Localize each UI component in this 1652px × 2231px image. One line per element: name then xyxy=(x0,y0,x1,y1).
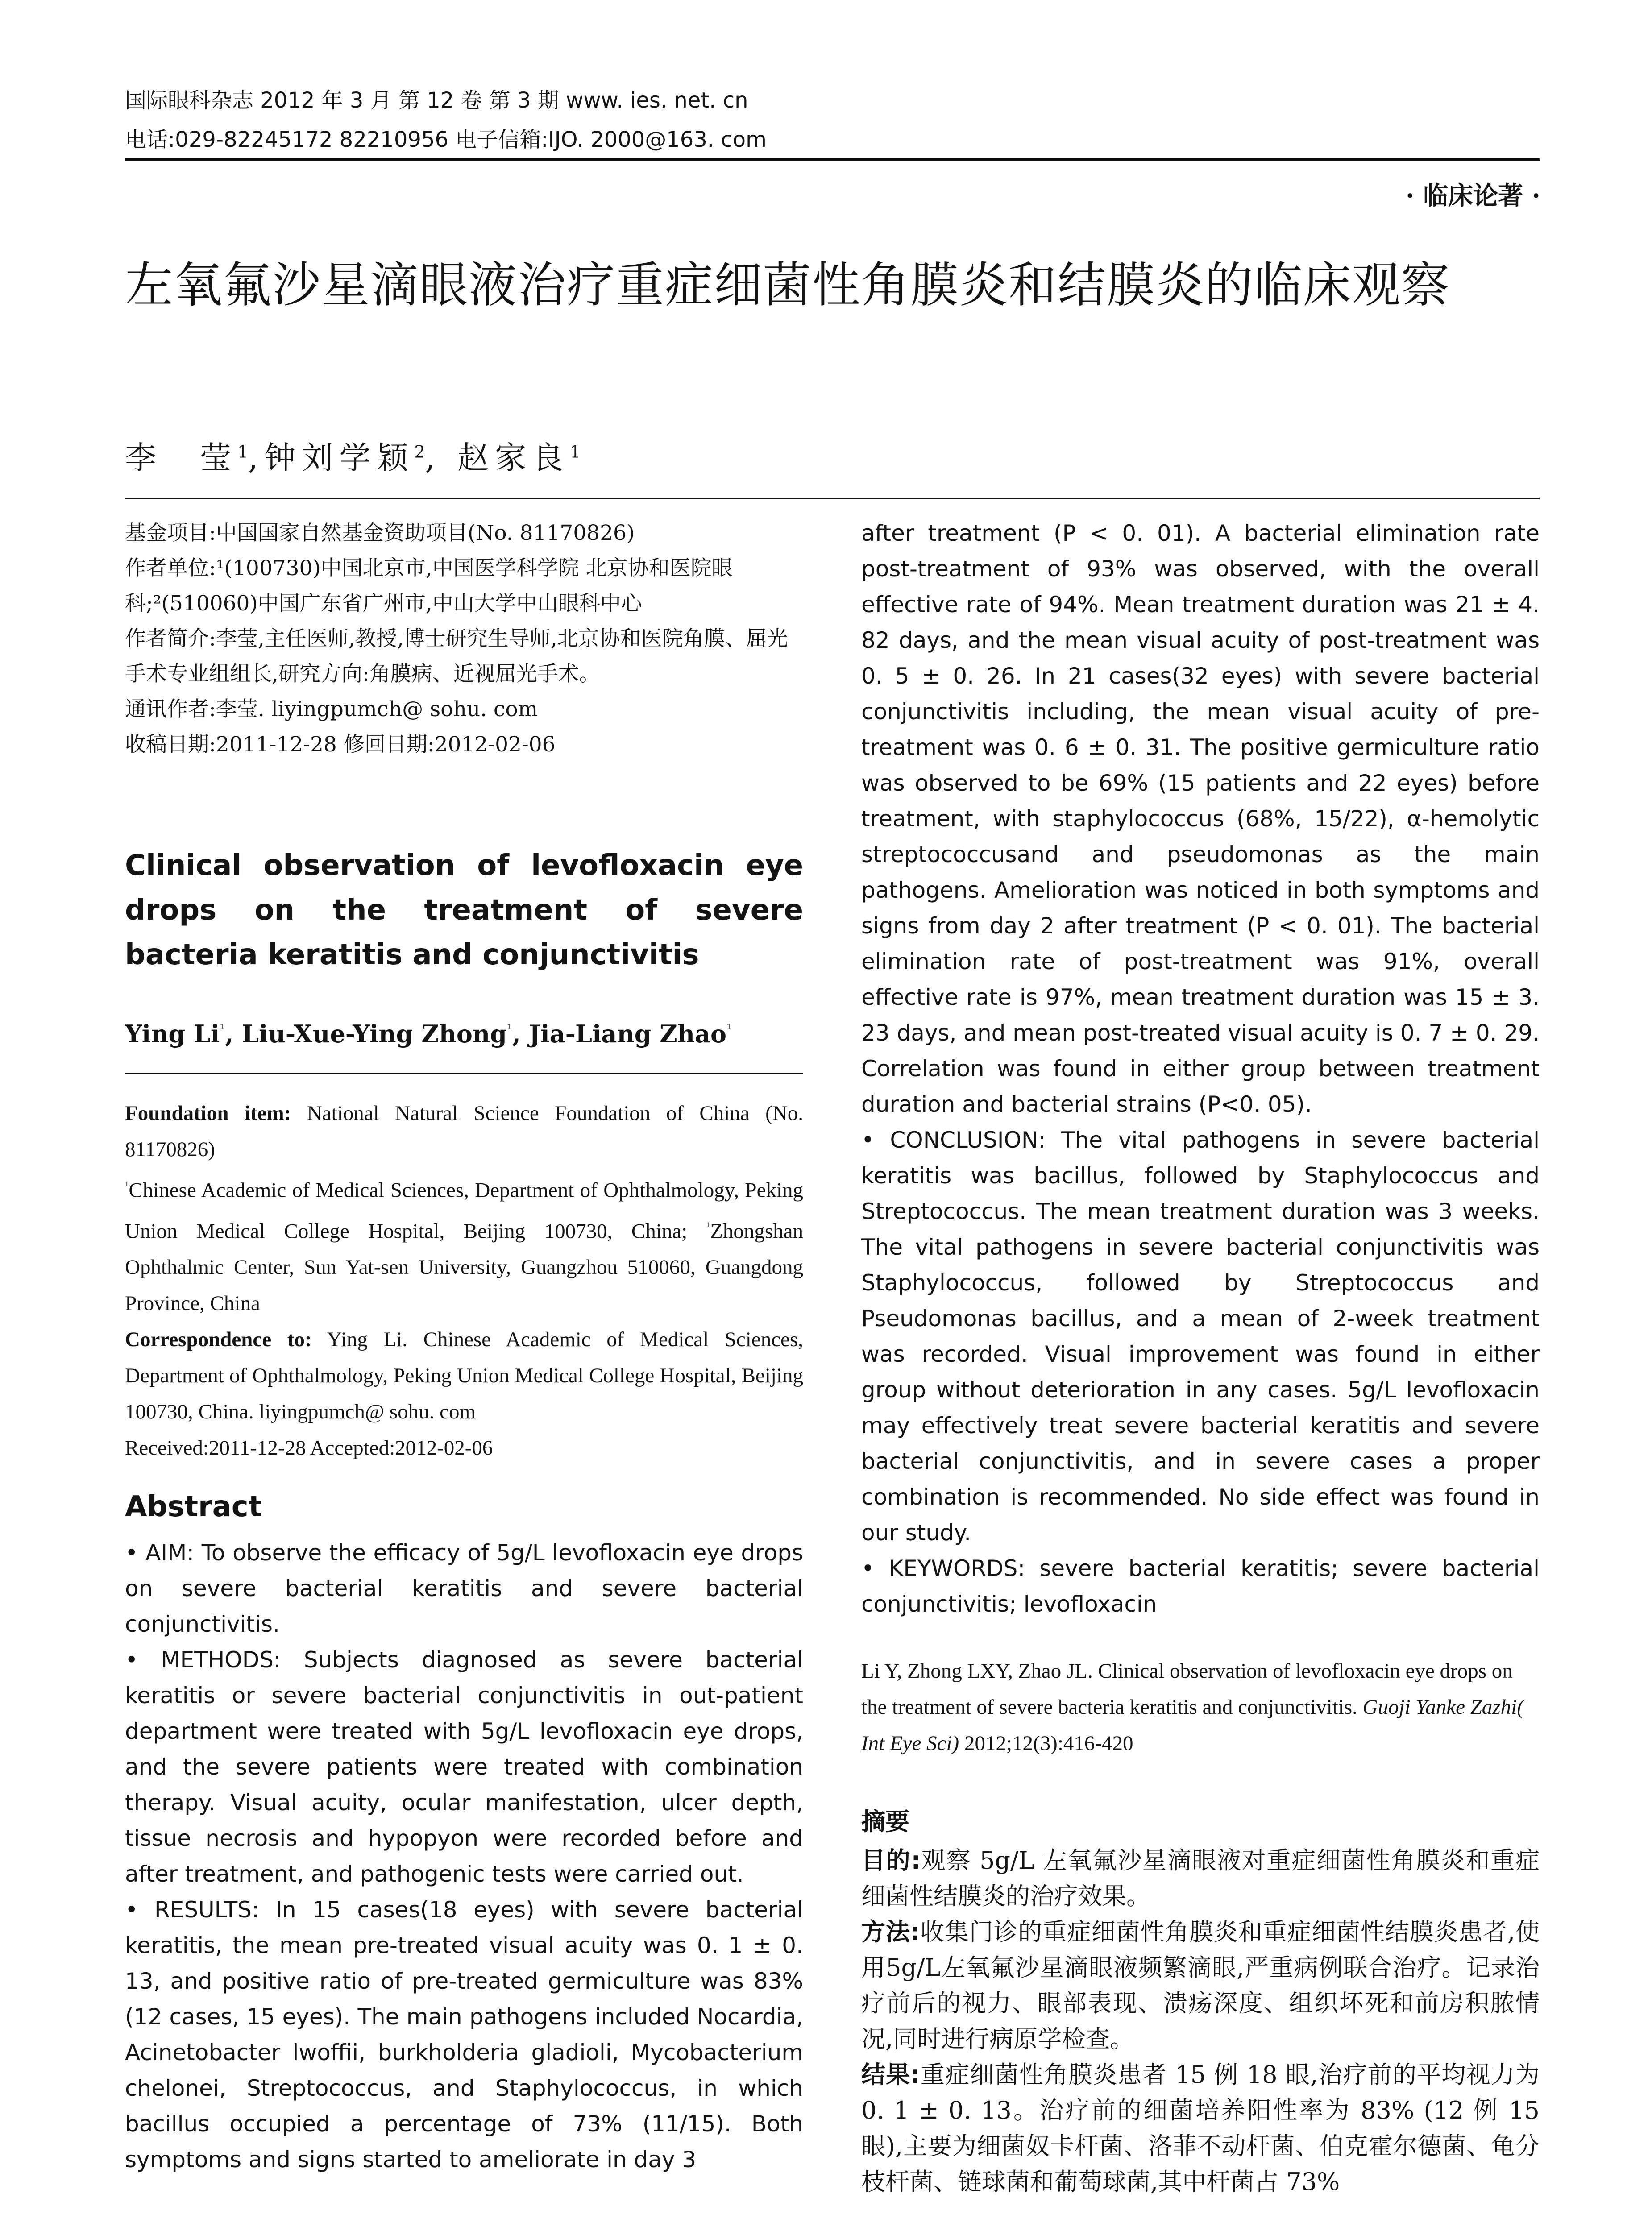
meta-zh-correspondence: 通讯作者:李莹. liyingpumch@ sohu. com xyxy=(125,697,538,722)
aff-text-1: Chinese Academic of Medical Sciences, Department of Ophthalmology, Peking Union Medical College Hospital, Beijing 100730, China; xyxy=(125,1178,803,1243)
authors-en xyxy=(125,1020,732,1048)
author-en-1: Ying Li xyxy=(125,1020,220,1048)
meta-zh-foundation: 基金项目:中国国家自然基金资助项目(No. 81170826) xyxy=(125,521,635,545)
abstract-methods: • METHODS: Subjects diagnosed as severe bacterial keratitis or severe bacterial conjunctivitis in out-patient department were treated with 5g/L levofloxacin eye drops, and the severe patients were treated with combination therapy. Visual acuity, ocular manifestation, ulcer depth, tissue necrosis and hypopyon were recorded before and after treatment, and pathogenic tests were carried out. xyxy=(125,1647,803,1887)
author-en-1-mark: ¹ xyxy=(220,1022,225,1037)
citation-text: Li Y, Zhong LXY, Zhao JL. Clinical observation of levofloxacin eye drops on the treatment of severe bacteria keratitis and conjunctivitis. xyxy=(861,1659,1513,1719)
affiliation-en xyxy=(125,1095,803,1466)
abstract-left xyxy=(125,1535,803,2177)
meta-zh-dates: 收稿日期:2011-12-28 修回日期:2012-02-06 xyxy=(125,732,556,757)
meta-zh-affiliation: 作者单位:¹(100730)中国北京市,中国医学科学院 北京协和医院眼科;²(510060)中国广东省广州市,中山大学中山眼科中心 xyxy=(125,556,733,616)
author-zh-1: 李 莹 xyxy=(125,440,237,476)
authors-zh xyxy=(125,433,581,478)
journal-header-line2: 电话:029-82245172 82210956 电子信箱:IJO. 2000@163. com xyxy=(125,127,767,152)
citation xyxy=(861,1653,1540,1762)
abstract-zh-aim xyxy=(861,1843,1540,1914)
author-en-3: , Jia-Liang Zhao xyxy=(512,1020,726,1048)
author-zh-2: ,钟刘学颖 xyxy=(248,440,415,476)
author-zh-3: , 赵家良 xyxy=(425,440,570,476)
author-zh-2-sup: 2 xyxy=(414,442,425,462)
foundation-label: Foundation item: xyxy=(125,1102,291,1125)
aff-mark-1: ¹ xyxy=(125,1179,129,1193)
foundation-en xyxy=(125,1095,803,1168)
abstract-zh-aim-text: 观察 5g/L 左氧氟沙星滴眼液对重症细菌性角膜炎和重症细菌性结膜炎的治疗效果。 xyxy=(861,1846,1540,1910)
authors-rule xyxy=(125,1073,803,1074)
title-rule xyxy=(125,498,1540,499)
affiliation-text xyxy=(125,1168,803,1322)
correspondence-text: Ying Li. Chinese Academic of Medical Sciences, Department of Ophthalmology, Peking Union Medical College Hospital, Beijing 100730, China. liyingpumch@ sohu. com xyxy=(125,1328,803,1424)
citation-journal: Guoji Yanke Zazhi( Int Eye Sci) xyxy=(861,1696,1524,1755)
author-zh-1-sup: 1 xyxy=(237,442,249,462)
abstract-keywords: • KEYWORDS: severe bacterial keratitis; severe bacterial conjunctivitis; levofloxacin xyxy=(861,1555,1540,1617)
page-title-en: Clinical observation of levofloxacin eye drops on the treatment of severe bacteria keratitis and conjunctivitis xyxy=(125,849,803,971)
journal-header-line1: 国际眼科杂志 2012 年 3 月 第 12 卷 第 3 期 www. ies. net. cn xyxy=(125,88,748,113)
aff-text-2: Zhongshan Ophthalmic Center, Sun Yat-sen University, Guangzhou 510060, Guangdong Province, China xyxy=(125,1219,803,1315)
abstract-zh-aim-label: 目的: xyxy=(861,1846,921,1874)
abstract-zh-results-label: 结果: xyxy=(861,2061,920,2089)
foundation-text: National Natural Science Foundation of China (No. 81170826) xyxy=(125,1102,803,1161)
abstract-zh xyxy=(861,1843,1540,2200)
meta-zh-block xyxy=(125,515,803,762)
abstract-zh-heading: 摘要 xyxy=(861,1808,909,1836)
abstract-results-cont: after treatment (P < 0. 01). A bacterial elimination rate post-treatment of 93% was observed, with the overall effective rate of 94%. Mean treatment duration was 21 ± 4. 82 days, and the mean visual acuity of post-treatment was 0. 5 ± 0. 26. In 21 cases(32 eyes) with severe bacterial conjunctivitis including, the mean visual acuity of pre-treatment was 0. 6 ± 0. 31. The positive germiculture ratio was observed to be 69% (15 patients and 22 eyes) before treatment, with staphylococcus (68%, 15/22), α-hemolytic streptococcusand and pseudomonas as the main pathogens. Amelioration was noticed in both symptoms and signs from day 2 after treatment (P < 0. 01). The bacterial elimination rate of post-treatment was 91%, overall effective rate is 97%, mean treatment duration was 15 ± 3. 23 days, and mean post-treated visual acuity is 0. 7 ± 0. 29. Correlation was found in either group between treatment duration and bacterial strains (P<0. 05). xyxy=(861,520,1540,1117)
abstract-zh-results xyxy=(861,2057,1540,2200)
citation-tail: 2012;12(3):416-420 xyxy=(959,1732,1133,1755)
abstract-heading: Abstract xyxy=(125,1490,262,1523)
author-zh-3-sup: 1 xyxy=(570,442,581,462)
author-en-2: , Liu-Xue-Ying Zhong xyxy=(225,1020,507,1048)
author-en-3-mark: ¹ xyxy=(726,1022,732,1037)
abstract-zh-methods xyxy=(861,1914,1540,2057)
header-rule xyxy=(125,158,1540,161)
correspondence-en xyxy=(125,1322,803,1430)
abstract-results: • RESULTS: In 15 cases(18 eyes) with severe bacterial keratitis, the mean pre-treated visual acuity was 0. 1 ± 0. 13, and positive ratio of pre-treated germiculture was 83% (12 cases, 15 eyes). The main pathogens included Nocardia, Acinetobacter lwoffii, burkholderia gladioli, Mycobacterium chelonei, Streptococcus, and Staphylococcus, in which bacillus occupied a percentage of 73% (11/15). Both symptoms and signs started to ameliorate in day 3 xyxy=(125,1897,803,2173)
abstract-right xyxy=(861,515,1540,1622)
abstract-zh-methods-text: 收集门诊的重症细菌性角膜炎和重症细菌性结膜炎患者,使用5g/L左氧氟沙星滴眼液频繁滴眼,严重病例联合治疗。记录治疗前后的视力、眼部表现、溃疡深度、组织坏死和前房积脓情况,同时进行病原学检查。 xyxy=(861,1918,1540,2053)
page-title-zh: 左氧氟沙星滴眼液治疗重症细菌性角膜炎和结膜炎的临床观察 xyxy=(125,257,1451,313)
dates-en: Received:2011-12-28 Accepted:2012-02-06 xyxy=(125,1436,493,1460)
meta-zh-bio: 作者简介:李莹,主任医师,教授,博士研究生导师,北京协和医院角膜、屈光手术专业组组长,研究方向:角膜病、近视屈光手术。 xyxy=(125,626,788,686)
correspondence-label: Correspondence to: xyxy=(125,1328,312,1352)
abstract-aim: • AIM: To observe the efficacy of 5g/L levofloxacin eye drops on severe bacterial keratitis and severe bacterial conjunctivitis. xyxy=(125,1540,803,1637)
author-en-2-mark: ¹ xyxy=(506,1022,512,1037)
abstract-zh-methods-label: 方法: xyxy=(861,1918,920,1946)
aff-mark-2: ¹ xyxy=(706,1219,710,1234)
abstract-conclusion: • CONCLUSION: The vital pathogens in severe bacterial keratitis was bacillus, followed by Staphylococcus and Streptococcus. The mean treatment duration was 3 weeks. The vital pathogens in severe bacterial conjunctivitis was Staphylococcus, followed by Streptococcus and Pseudomonas bacillus, and a mean of 2-week treatment was recorded. Visual improvement was found in either group without deterioration in any cases. 5g/L levofloxacin may effectively treat severe bacterial keratitis and severe bacterial conjunctivitis, and in severe cases a proper combination is recommended. No side effect was found in our study. xyxy=(861,1127,1540,1546)
abstract-zh-results-text: 重症细菌性角膜炎患者 15 例 18 眼,治疗前的平均视力为 0. 1 ± 0. 13。治疗前的细菌培养阳性率为 83% (12 例 15 眼),主要为细菌奴卡杆菌、洛菲不动杆菌、伯克霍尔德菌、龟分枝杆菌、链球菌和葡萄球菌,其中杆菌占 73% xyxy=(861,2061,1540,2196)
section-tag: · 临床论著 · xyxy=(1406,181,1540,211)
